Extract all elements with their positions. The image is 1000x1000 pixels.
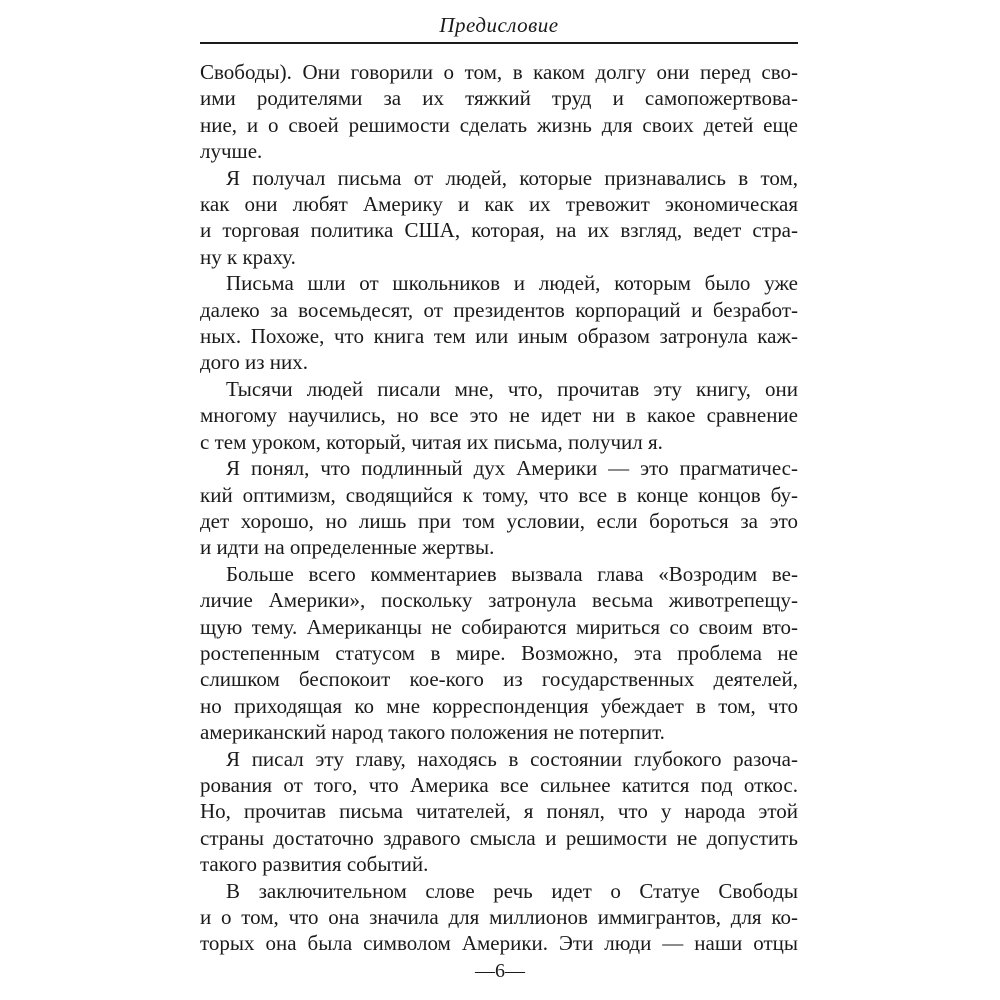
text-line: но приходящая ко мне корреспонденция убеждает в том, что — [200, 693, 798, 718]
text-line: ну к краху. — [200, 244, 296, 269]
text-line: многому научились, но все это не идет ни в какое сравнение — [200, 403, 798, 428]
text-line: и торговая политика США, которая, на их взгляд, ведет стра- — [200, 218, 798, 243]
text-line: Больше всего комментариев вызвала глава «Возродим ве- — [226, 561, 798, 586]
text-line: личие Америки», поскольку затронула весьма животрепещу- — [200, 588, 798, 613]
text-line: ими родителями за их тяжкий труд и самопожертвова- — [200, 86, 798, 111]
text-line: дого из них. — [200, 350, 309, 375]
body-text — [200, 59, 798, 957]
text-line: щую тему. Американцы не собираются мириться со своим вто- — [200, 614, 798, 639]
text-line: ных. Похоже, что книга тем или иным образом затронула каж- — [200, 324, 798, 349]
text-line: дет хорошо, но лишь при том условии, если бороться за это — [200, 508, 798, 533]
page-number: —6— — [475, 960, 525, 982]
text-line: лучше. — [200, 139, 263, 164]
text-line: Я получал письма от людей, которые признавались в том, — [226, 165, 798, 190]
text-line: ние, и о своей решимости сделать жизнь для своих детей еще — [200, 112, 798, 137]
page-title: Предисловие — [439, 13, 559, 37]
text-line: страны достаточно здравого смысла и решимости не допустить — [200, 825, 798, 850]
text-line: далеко за восемьдесят, от президентов корпораций и безработ- — [200, 297, 798, 322]
text-column — [200, 0, 798, 957]
text-line: и идти на определенные жертвы. — [200, 535, 495, 560]
text-line: Но, прочитав письма читателей, я понял, что у народа этой — [200, 799, 798, 824]
header-rule — [200, 42, 798, 44]
text-line: кий оптимизм, сводящийся к тому, что все в конце концов бу- — [200, 482, 798, 507]
text-line: Я писал эту главу, находясь в состоянии глубокого разоча- — [226, 746, 798, 771]
text-line: американский народ такого положения не потерпит. — [200, 720, 665, 745]
text-line: как они любят Америку и как их тревожит экономическая — [200, 192, 798, 217]
text-line: Письма шли от школьников и людей, которым было уже — [226, 271, 798, 296]
text-line: Тысячи людей писали мне, что, прочитав эту книгу, они — [226, 376, 798, 401]
text-line: В заключительном слове речь идет о Статуе Свободы — [226, 878, 798, 903]
text-line: с тем уроком, который, читая их письма, получил я. — [200, 429, 663, 454]
text-line: ростепенным статусом в мире. Возможно, эта проблема не — [200, 640, 798, 665]
text-line: Свободы). Они говорили о том, в каком долгу они перед сво- — [200, 60, 798, 84]
text-line: торых она была символом Америки. Эти люди — наши отцы — [200, 931, 798, 956]
text-line: слишком беспокоит кое-кого из государственных деятелей, — [200, 667, 798, 692]
text-line: и о том, что она значила для миллионов иммигрантов, для ко- — [200, 905, 798, 929]
text-line: такого развития событий. — [200, 852, 429, 877]
text-line: рования от того, что Америка все сильнее катится под откос. — [200, 772, 798, 797]
text-line: Я понял, что подлинный дух Америки — это прагматичес- — [226, 456, 798, 481]
